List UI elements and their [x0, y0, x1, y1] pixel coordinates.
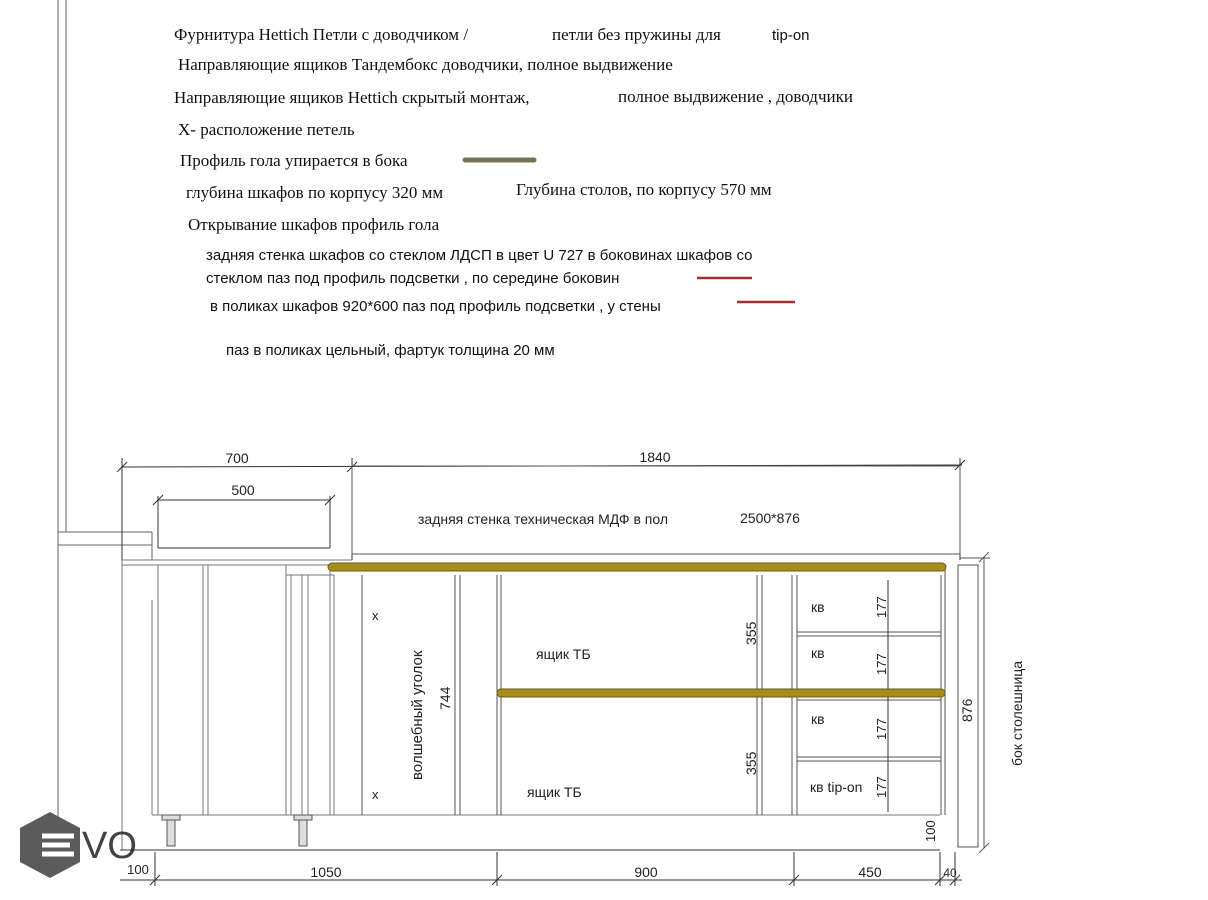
note-hidden-runners: Направляющие ящиков Hettich скрытый монтаж, — [174, 88, 530, 107]
note-back-wall: задняя стенка шкафов со стеклом ЛДСП в цвет U 727 в боковинах шкафов со — [206, 247, 753, 264]
dim-450: 450 — [858, 864, 882, 880]
dim-500: 500 — [231, 482, 255, 498]
back-panel-label: задняя стенка техническая МДФ в пол — [418, 511, 669, 527]
evo-logo-icon — [18, 810, 168, 882]
cabinet-legs — [162, 815, 312, 846]
dim-700: 700 — [225, 450, 249, 466]
dim-355-bottom: 355 — [743, 751, 759, 775]
dim-1050: 1050 — [310, 864, 342, 880]
left-wall — [58, 0, 152, 850]
note-hidden-runners-extension: полное выдвижение , доводчики — [618, 87, 853, 106]
note-shelf-groove: в поликах шкафов 920*600 паз под профиль подсветки , у стены — [210, 298, 661, 315]
kv-label-4: кв tip-on — [810, 779, 863, 795]
note-side-groove: стеклом паз под профиль подсветки , по середине боковин — [206, 270, 620, 287]
worktop-side-label: бок столешница — [1009, 660, 1025, 766]
dim-177-4: 177 — [874, 776, 889, 798]
note-opening: Открывание шкафов профиль гола — [188, 215, 440, 234]
note-tandembox: Направляющие ящиков Тандембокс доводчики, полное выдвижение — [178, 55, 673, 74]
drawer-label-bottom: ящик ТБ — [527, 784, 582, 800]
note-apron: паз в поликах цельный, фартук толщина 20 мм — [226, 342, 555, 359]
sink-box — [153, 495, 335, 548]
evo-watermark-logo — [18, 810, 168, 887]
dim-177-3: 177 — [874, 718, 889, 740]
worktop-gola-profile-top — [328, 563, 946, 571]
dim-876: 876 — [959, 698, 975, 722]
dim-744: 744 — [437, 686, 453, 710]
bottom-dimension-line — [120, 850, 962, 886]
hinge-mark-bottom: х — [372, 787, 379, 802]
dim-100-plinth: 100 — [923, 820, 938, 842]
note-hardware-tipon: tip-on — [772, 27, 810, 44]
dim-900: 900 — [634, 864, 658, 880]
note-hardware-hinges: петли без пружины для — [552, 25, 721, 44]
back-panel-size: 2500*876 — [740, 510, 800, 526]
dim-100-left: 100 — [127, 862, 149, 877]
kv-label-1: кв — [811, 599, 825, 615]
note-table-depth: Глубина столов, по корпусу 570 мм — [516, 180, 772, 199]
gola-profile-middle — [497, 689, 945, 697]
dim-177-1: 177 — [874, 596, 889, 618]
kv-label-3: кв — [811, 711, 825, 727]
drawer-label-top: ящик ТБ — [536, 646, 591, 662]
top-dimension-line — [117, 458, 965, 560]
dim-177-2: 177 — [874, 653, 889, 675]
hinge-mark-top: х — [372, 608, 379, 623]
magic-corner-label: волшебный уголок — [409, 650, 426, 780]
note-hardware: Фурнитура Hettich Петли с доводчиком / — [174, 25, 469, 44]
dim-40: 40 — [943, 866, 957, 880]
evo-watermark-text: VO — [82, 825, 137, 867]
dim-355-top: 355 — [743, 621, 759, 645]
kv-label-2: кв — [811, 645, 825, 661]
note-cabinet-depth: глубина шкафов по корпусу 320 мм — [186, 183, 444, 202]
dim-1840: 1840 — [639, 449, 671, 465]
back-panel-mdf — [352, 466, 960, 554]
note-gola-profile: Профиль гола упирается в бока — [180, 151, 408, 170]
note-hinge-position: Х- расположение петель — [178, 120, 355, 139]
